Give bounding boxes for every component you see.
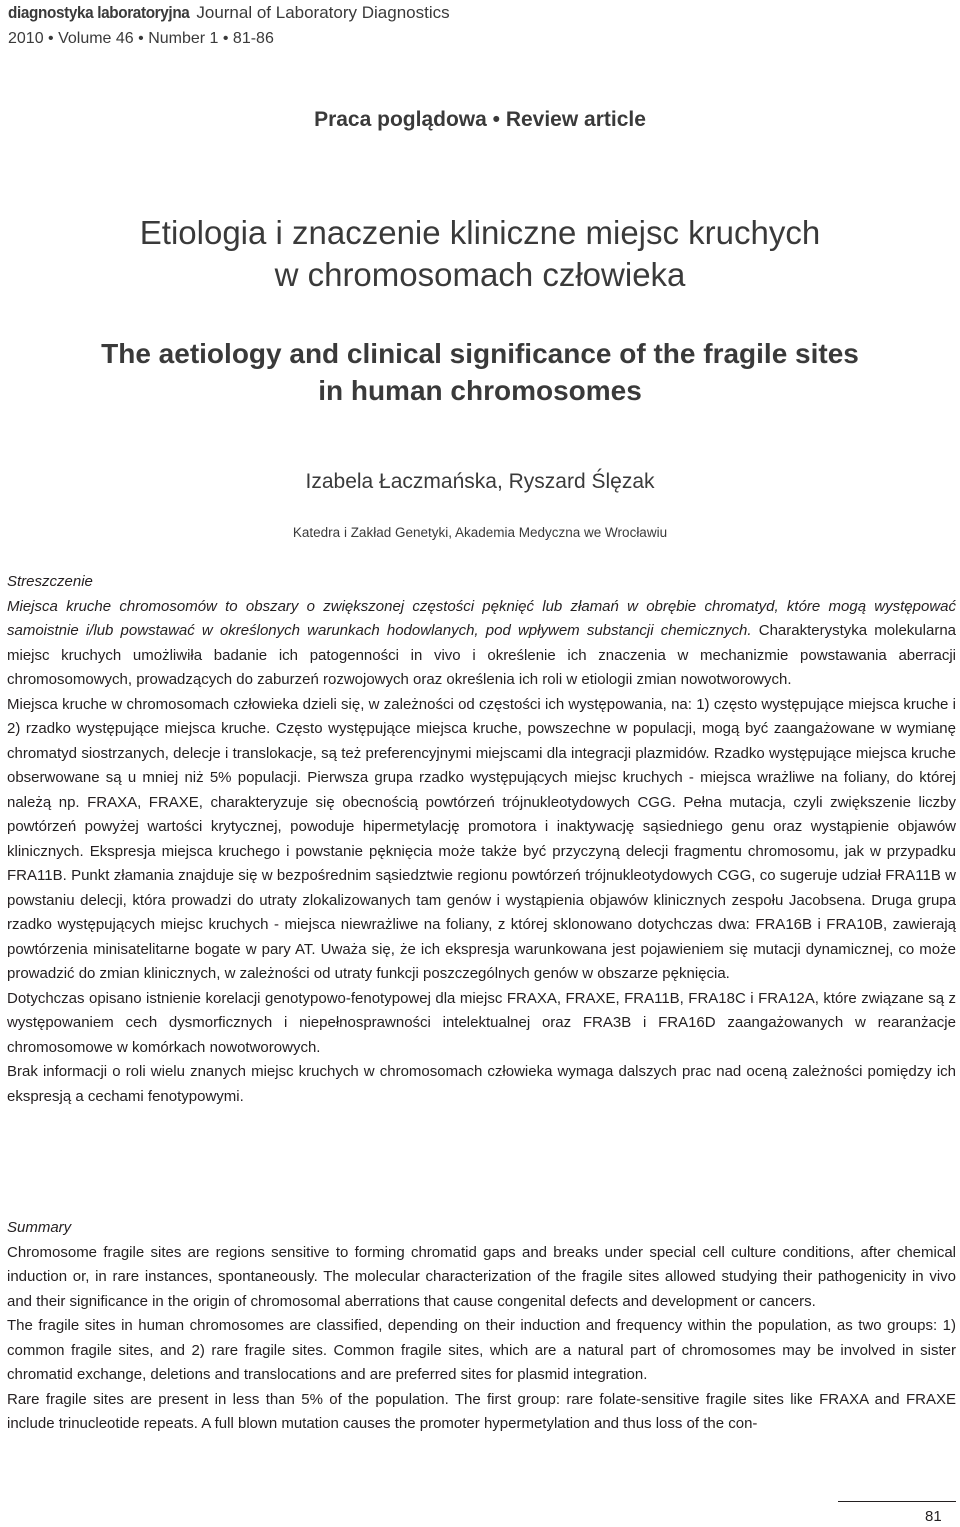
- title-pl: [20, 212, 940, 296]
- title-en-line: in human chromosomes: [318, 375, 642, 406]
- title-en: [20, 335, 940, 409]
- abstract-pl-paragraph: [7, 595, 956, 693]
- abstract-en-paragraph: Rare fragile sites are present in less than 5% of the population. The first group: rare folate-sensitive fragile sites like FRAXA and FRAXE include trinucleotide repeats. A full blown mutation causes the promoter hypermetylation and thus loss of the con-: [7, 1390, 956, 1432]
- article-type: Praca poglądowa • Review article: [314, 108, 646, 131]
- abstract-en: [7, 1216, 956, 1437]
- abstract-en-heading: Summary: [7, 1219, 72, 1236]
- title-pl-line: w chromosomach człowieka: [274, 256, 686, 293]
- authors: Izabela Łaczmańska, Ryszard Ślęzak: [305, 470, 655, 493]
- journal-header: [8, 2, 450, 24]
- abstract-pl: [7, 570, 956, 1109]
- abstract-pl-p1-rest: Charakterystyka molekularna miejsc kruchych umożliwiła badanie ich patogenności in vivo i określenie ich znaczenia w mechanizmie powstawania aberracji chromosomowych, prowadzących do zaburzeń rozwojowych oraz określenia ich roli w etiologii zmian nowotworowych.: [7, 622, 957, 688]
- page-number: 81: [925, 1508, 942, 1525]
- affiliation: Katedra i Zakład Genetyki, Akademia Medyczna we Wrocławiu: [292, 525, 668, 540]
- footer-divider: [838, 1501, 956, 1502]
- abstract-pl-paragraph: Miejsca kruche w chromosomach człowieka dzieli się, w zależności od częstości ich występowania, na: 1) często występujące miejsca kruche i 2) rzadko występujące miejsca kruche. Często występujące miejsca kruche, powszechne w populacji, mogą być zaangażowane w wymianę chromatyd siostrzanych, delecje i translokacje, są też preferencyjnymi miejscami dla integracji plazmidów. Rzadko występujące miejsca kruche obserwowane są u mniej niż 5% populacji. Pierwsza grupa rzadko występujących miejsc kruchych - miejsca wrażliwe na foliany, do której należą np. FRAXA, FRAXE, charakteryzuje się obecnością powtórzeń trójnukleotydowych CGG. Pełna mutacja, czyli zwiększenie liczby powtórzeń powyżej wartości krytycznej, powoduje hipermetylację promotora i inaktywację sąsiedniego genu oraz wystąpienie objawów klinicznych. Ekspresja miejsca kruchego i powstanie pęknięcia może także być przyczyną delecji fragmentu chromosomu, jak w przypadku FRA11B. Punkt złamania znajduje się w bezpośrednim sąsiedztwie regionu powtórzeń trójnukleotydowych CGG, co sugeruje udział FRA11B w powstaniu delecji, która prowadzi do utraty zlokalizowanych tam genów i wystąpienia objawów klinicznych zespołu Jacobsena. Druga grupa rzadko występujących miejsc kruchych - miejsca niewrażliwe na foliany, z której sklonowano dotychczas dwa: FRA16B i FRA10B, zawierają powtórzenia minisatelitarne bogate w pary AT. Uważa się, że ich ekspresja warunkowana jest pojawieniem się mutacji dynamicznej, co może prowadzić do zmian klinicznych, w zależności od utraty funkcji poszczególnych genów w obszarze pęknięcia.: [7, 695, 956, 982]
- abstract-en-paragraph: Chromosome fragile sites are regions sensitive to forming chromatid gaps and breaks under special cell culture conditions, after chemical induction or, in rare instances, spontaneously. The molecular characterization of the fragile sites allowed studying their pathogenicity in vivo and their significance in the origin of chromosomal aberrations that cause congenital defects and development or cancers.: [7, 1243, 956, 1310]
- abstract-en-paragraph: The fragile sites in human chromosomes are classified, depending on their induction and frequency within the population, as two groups: 1) common fragile sites, and 2) rare fragile sites. Common fragile sites, which are a natural part of chromosomes may be involved in sister chromatid exchange, deletions and translocations and are preferred sites for plasmid integration.: [7, 1317, 956, 1383]
- journal-name-en: Journal of Laboratory Diagnostics: [196, 3, 450, 22]
- abstract-pl-intro: Miejsca kruche chromosomów to obszary o zwiększonej częstości pęknięć lub złamań w obrębie chromatyd, które mogą występować samoistnie i/lub powstawać w określonych warunkach hodowlanych, pod wpływem substancji chemicznych.: [7, 597, 956, 639]
- abstract-pl-heading: Streszczenie: [7, 573, 93, 590]
- journal-issue: 2010 • Volume 46 • Number 1 • 81-86: [8, 30, 274, 47]
- title-en-line: The aetiology and clinical significance of the fragile sites: [101, 338, 859, 369]
- abstract-pl-paragraph: Dotychczas opisano istnienie korelacji genotypowo-fenotypowej dla miejsc FRAXA, FRAXE, FRA11B, FRA18C i FRA12A, które związane są z występowaniem cech dysmorficznych i niepełnosprawności intelektualnej oraz FRA3B i FRA16D zaangażowanych w rearanżacje chromosomowe w komórkach nowotworowych.: [7, 989, 956, 1056]
- journal-name-pl: diagnostyka laboratoryjna: [8, 3, 190, 22]
- abstract-pl-paragraph: Brak informacji o roli wielu znanych miejsc kruchych w chromosomach człowieka wymaga dalszych prac nad oceną zależności pomiędzy ich ekspresją a cechami fenotypowymi.: [7, 1063, 956, 1105]
- title-pl-line: Etiologia i znaczenie kliniczne miejsc kruchych: [139, 214, 821, 251]
